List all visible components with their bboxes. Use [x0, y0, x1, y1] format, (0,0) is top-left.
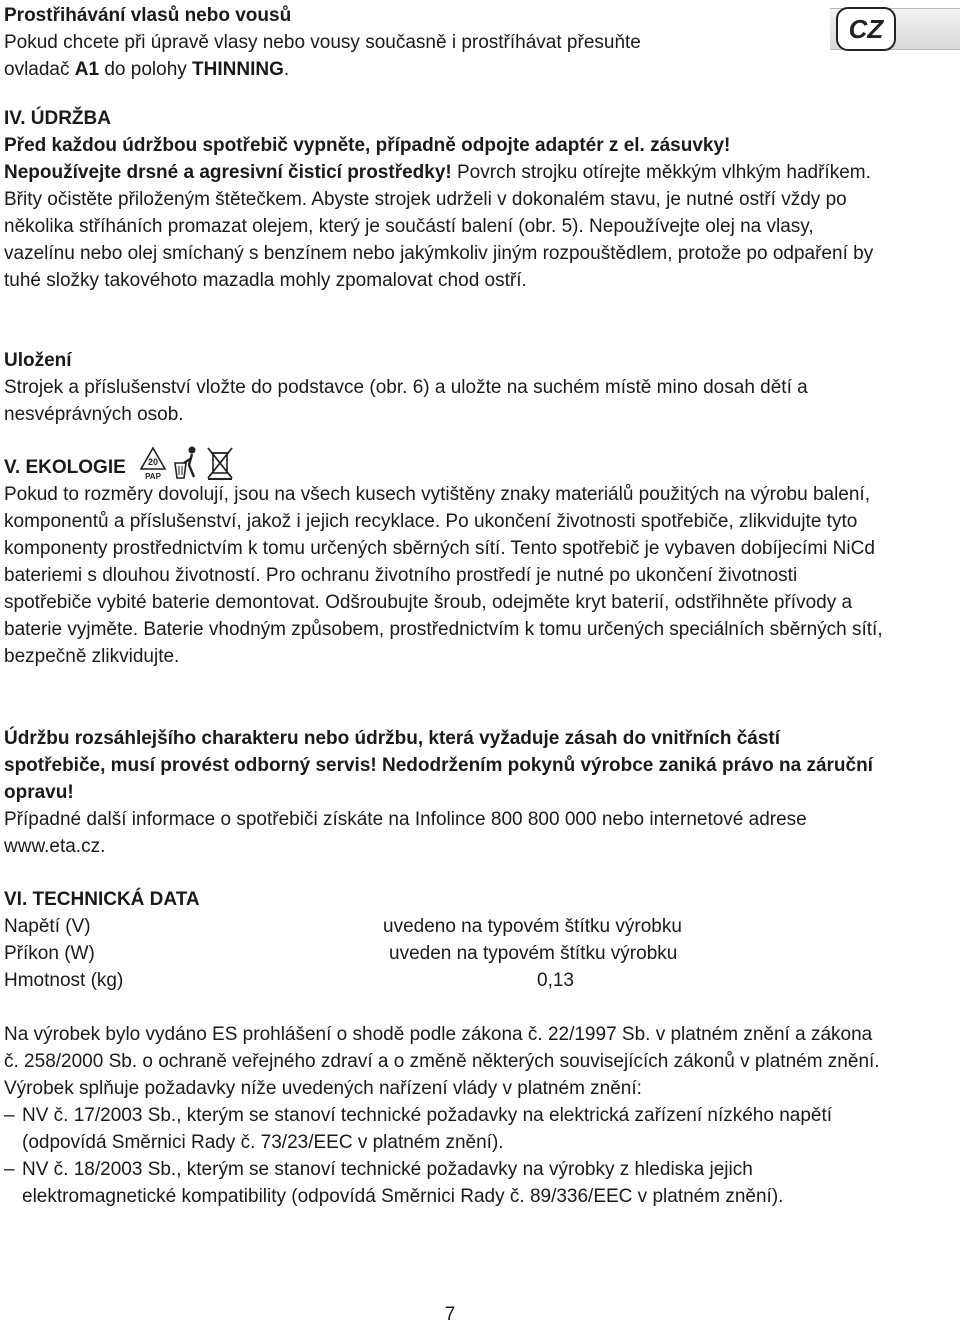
tech-row [4, 967, 884, 994]
storage-text: Strojek a příslušenství vložte do podstavce (obr. 6) a uložte na suchém místě mino dosah dětí a nesvéprávných osob. [4, 377, 808, 425]
tech-label: Hmotnost (kg) [4, 970, 124, 991]
list-item: – NV č. 18/2003 Sb., kterým se stanoví technické požadavky na výrobky z hlediska jejich elektromagnetické kompatibility (odpovídá Směrnici Rady č. 89/336/EEC v platném znění). [4, 1159, 784, 1207]
section-ecology [4, 441, 884, 670]
language-tab [830, 8, 960, 50]
storage-title: Uložení [4, 350, 72, 371]
maintenance-title: IV. ÚDRŽBA [4, 108, 111, 129]
ecology-text: Pokud to rozměry dovolují, jsou na všech kusech vytištěny znaky materiálů použitých na výrobu balení, komponentů a příslušenství, jakož i jejich recyklace. Po ukončení životnosti spotřebiče, zlikvidujte tyto komponenty prostřednictvím k tomu určených sběrných sítí. Tento spotřebič je vybaven dobíjecími NiCd bateriemi s dlouhou životností. Pro ochranu životního prostředí je nutné po ukončení životnosti spotřebiče vybité baterie demontovat. Odšroubujte šroub, odejměte kryt baterií, odstřihněte přívody a baterie vyjměte. Baterie vhodným způsobem, prostřednictvím k tomu určených speciálních sběrných sítí, bezpečně zlikvidujte. [4, 484, 883, 667]
trim-line2: ovladač A1 do polohy THINNING. [4, 59, 290, 80]
section-maintenance [4, 105, 884, 294]
section-declaration [4, 1021, 884, 1210]
ecology-title: V. EKOLOGIE [4, 457, 126, 478]
language-badge: CZ [836, 7, 896, 51]
tech-row [4, 940, 884, 967]
tech-label: Příkon (W) [4, 943, 95, 964]
maintenance-text: Nepoužívejte drsné a agresivní čisticí prostředky! Povrch strojku otírejte měkkým vlhkým hadříkem. Břity očistěte přiloženým štětečkem. Abyste strojek udrželi v dokonalém stavu, je nutné ostří vždy po několika stříháních promazat olejem, který je součástí balení (obr. 5). Nepoužívejte olej na vlasy, vazelínu nebo olej smíchaný s benzínem nebo jakýmkoliv jiným rozpouštědlem, protože po odpaření by tuhé složky takovéhoto mazadla mohly zpomalovat chod ostří. [4, 162, 874, 291]
svg-text:20: 20 [147, 457, 158, 467]
tech-value: uvedeno na typovém štítku výrobku [383, 916, 682, 937]
tech-value: 0,13 [537, 970, 574, 991]
service-warning: Údržbu rozsáhlejšího charakteru nebo údržbu, která vyžaduje zásah do vnitřních částí spotřebiče, musí provést odborný servis! Nedodržením pokynů výrobce zaniká právo na záruční opravu! [4, 728, 873, 803]
ecology-icons [138, 445, 234, 481]
litter-bin-icon [172, 445, 202, 481]
declaration-text: Na výrobek bylo vydáno ES prohlášení o shodě podle zákona č. 22/1997 Sb. v platném znění a zákona č. 258/2000 Sb. o ochraně veřejného zdraví a o změně některých souvisejících zákonů v platném znění. Výrobek splňuje požadavky níže uvedených nařízení vlády v platném znění: [4, 1024, 880, 1099]
list-item: – NV č. 17/2003 Sb., kterým se stanoví technické požadavky na elektrická zařízení nízkého napětí (odpovídá Směrnici Rady č. 73/23/EEC v platném znění). [4, 1105, 833, 1153]
maintenance-warning: Před každou údržbou spotřebič vypněte, případně odpojte adaptér z el. zásuvky! [4, 135, 731, 156]
ecology-heading [4, 441, 884, 481]
tech-title: VI. TECHNICKÁ DATA [4, 889, 200, 910]
recycle-pap-icon [138, 445, 168, 481]
trim-title: Prostřihávání vlasů nebo vousů [4, 5, 292, 26]
svg-text:PAP: PAP [144, 472, 161, 481]
section-tech-data [4, 886, 884, 994]
section-service [4, 725, 884, 860]
service-text: Případné další informace o spotřebiči získáte na Infolince 800 800 000 nebo internetové adrese www.eta.cz. [4, 809, 807, 857]
tech-value: uveden na typovém štítku výrobku [389, 943, 678, 964]
section-trim [4, 2, 814, 83]
tech-label: Napětí (V) [4, 916, 91, 937]
page-number: 7 [444, 1304, 456, 1325]
crossed-bin-icon [206, 445, 234, 481]
trim-line1: Pokud chcete při úpravě vlasy nebo vousy současně i prostříhávat přesuňte [4, 32, 641, 53]
section-storage [4, 347, 884, 428]
tech-row [4, 913, 884, 940]
